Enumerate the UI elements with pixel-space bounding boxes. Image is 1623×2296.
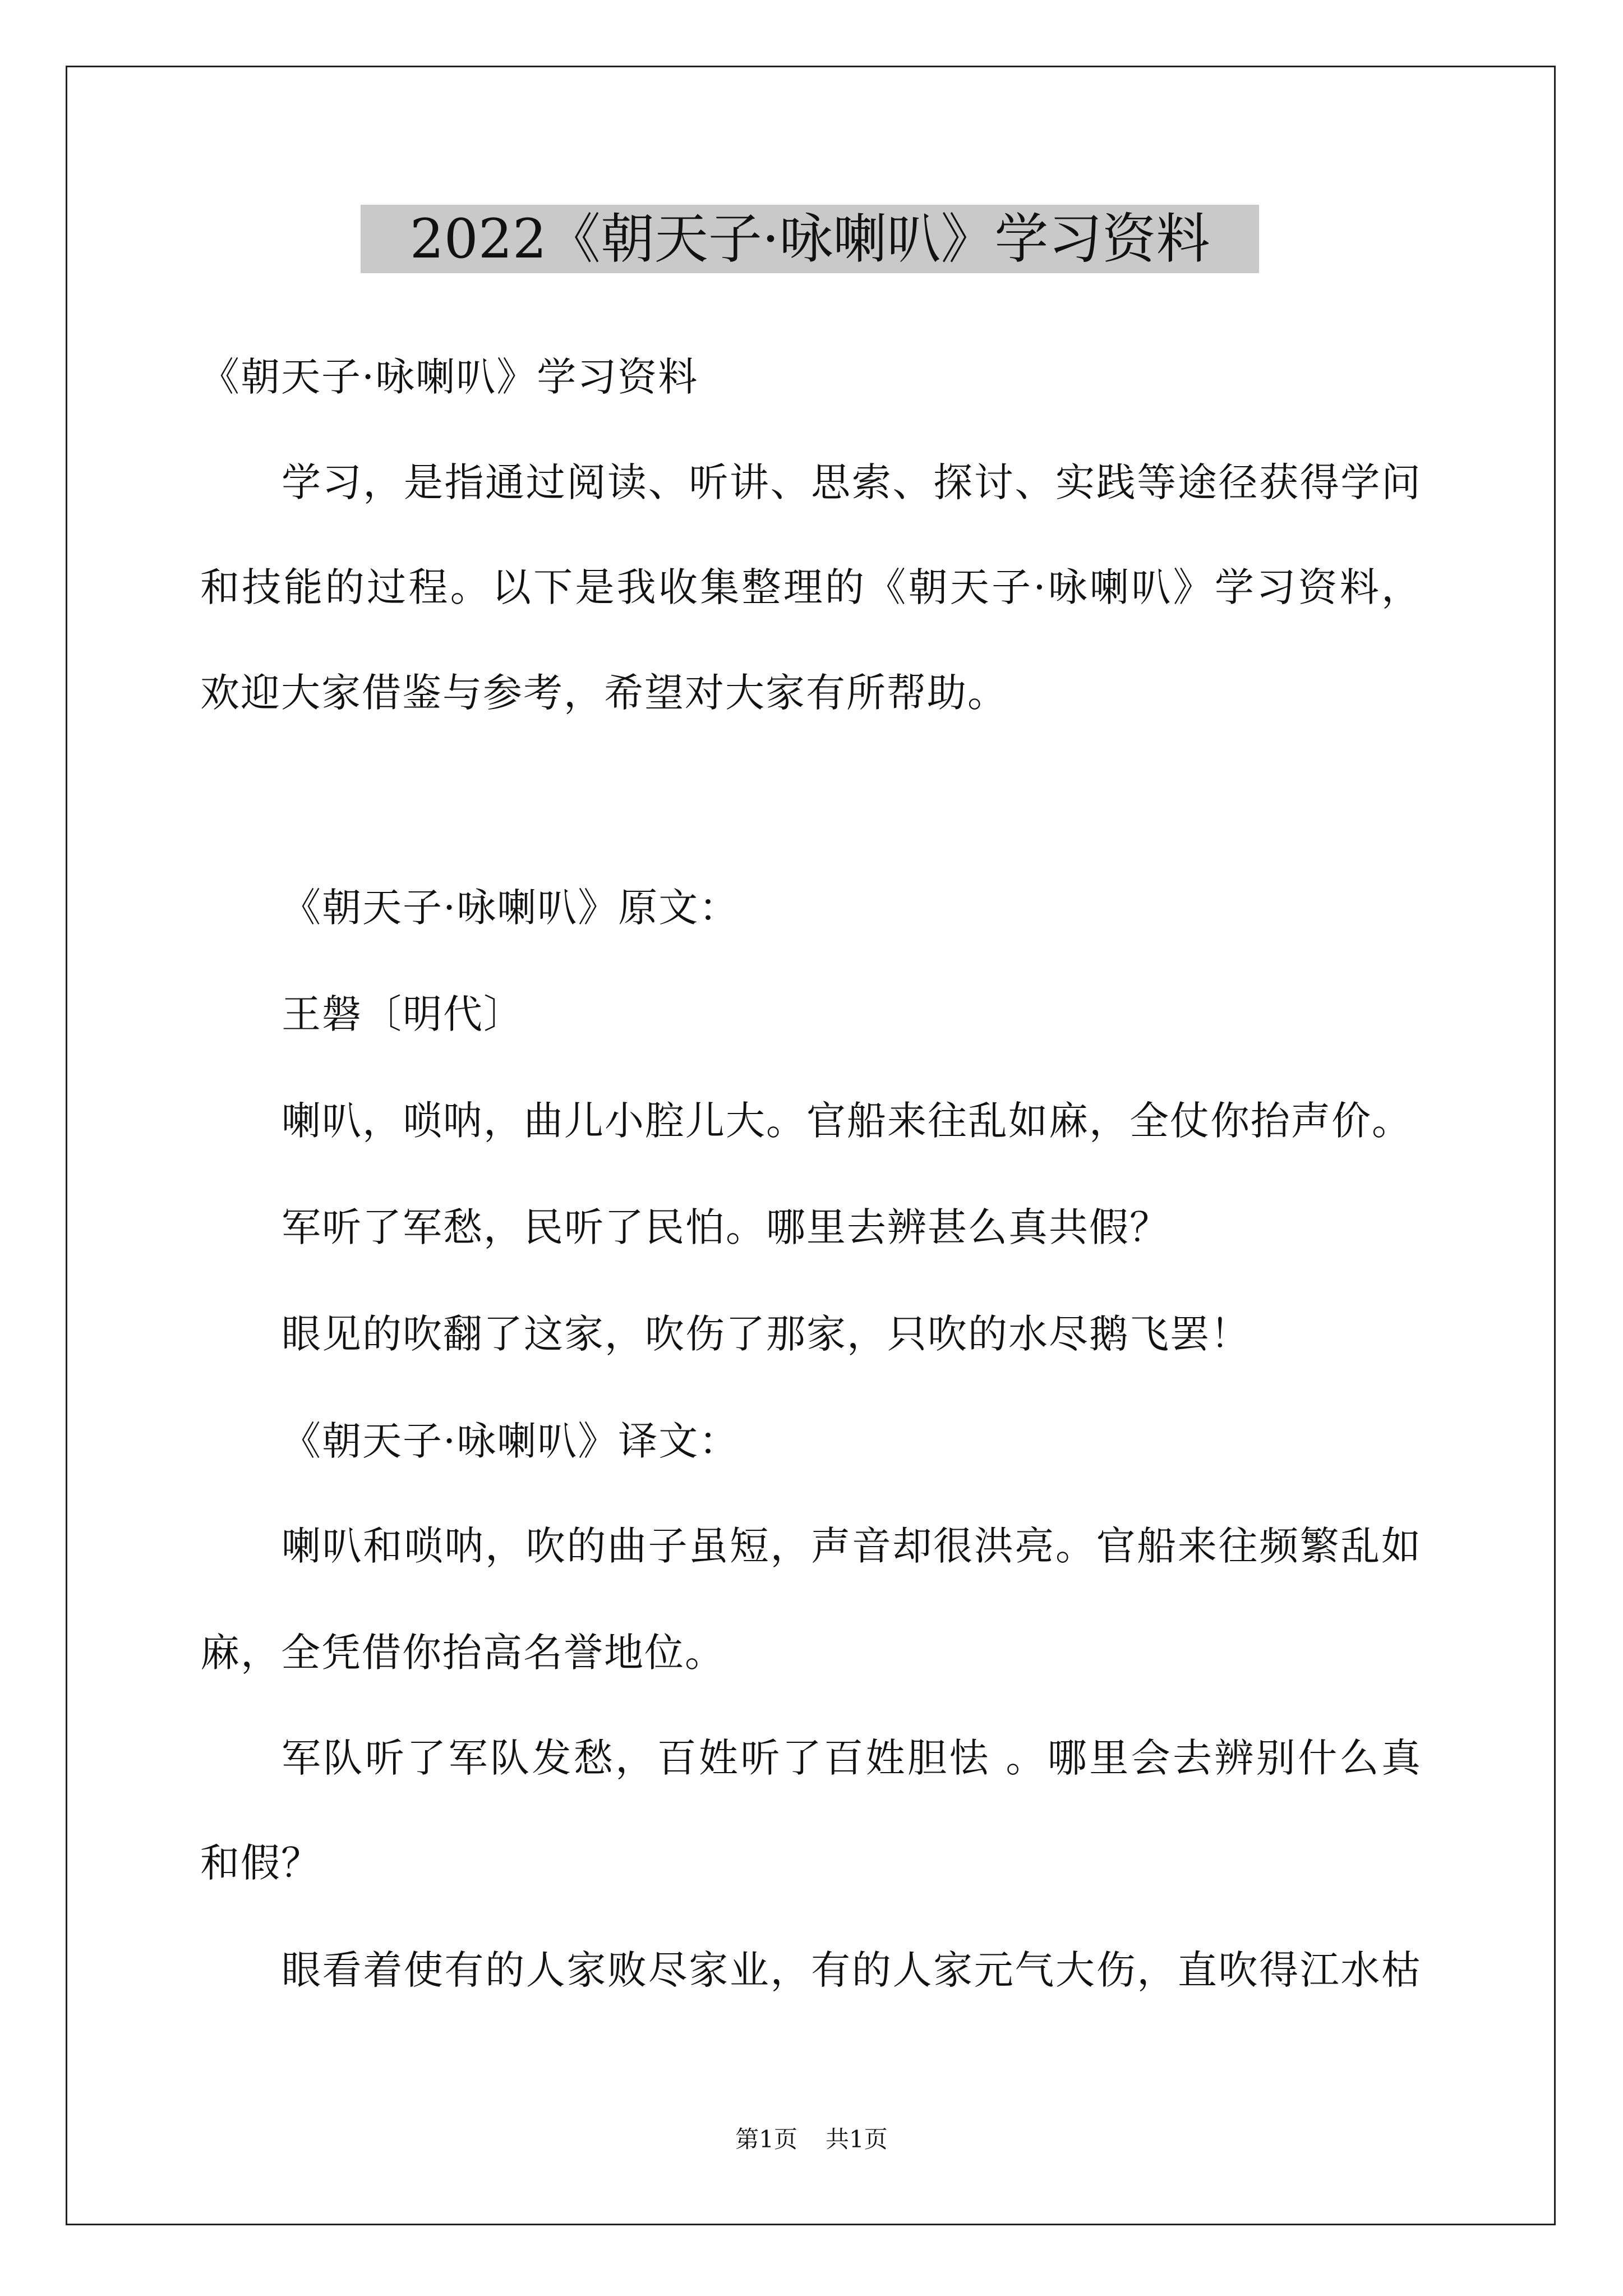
translation-heading: 《朝天子·咏喇叭》译文： [282, 1418, 740, 1464]
section-heading: 《朝天子·咏喇叭》学习资料 [200, 354, 699, 400]
original-heading: 《朝天子·咏喇叭》原文： [282, 885, 740, 931]
author-line: 王磐〔明代〕 [282, 991, 524, 1037]
document-title: 2022《朝天子·咏喇叭》学习资料 [361, 205, 1259, 273]
page-number: 第1页 [735, 2125, 797, 2153]
verse-line: 军听了军愁，民听了民怕。哪里去辨甚么真共假？ [282, 1204, 1170, 1250]
translation-line: 喇叭和唢呐，吹的曲子虽短，声音却很洪亮。官船来往频繁乱如 [282, 1523, 1422, 1569]
translation-line: 和假？ [200, 1840, 321, 1886]
intro-line: 学习，是指通过阅读、听讲、思索、探讨、实践等途径获得学问 [282, 459, 1422, 505]
translation-line: 眼看着使有的人家败尽家业，有的人家元气大伤，直吹得江水枯 [282, 1947, 1422, 1993]
page-total: 共1页 [826, 2125, 888, 2153]
translation-line: 军队听了军队发愁，百姓听了百姓胆怯 。哪里会去辨别什么真 [282, 1735, 1422, 1781]
intro-line: 和技能的过程。以下是我收集整理的《朝天子·咏喇叭》学习资料， [200, 564, 1422, 610]
page-footer [0, 2123, 1623, 2156]
intro-line: 欢迎大家借鉴与参考，希望对大家有所帮助。 [200, 670, 1008, 716]
translation-line: 麻，全凭借你抬高名誉地位。 [200, 1630, 725, 1676]
verse-line: 喇叭，唢呐，曲儿小腔儿大。官船来往乱如麻，全仗你抬声价。 [282, 1098, 1412, 1144]
verse-line: 眼见的吹翻了这家，吹伤了那家，只吹的水尽鹅飞罢！ [282, 1311, 1251, 1357]
